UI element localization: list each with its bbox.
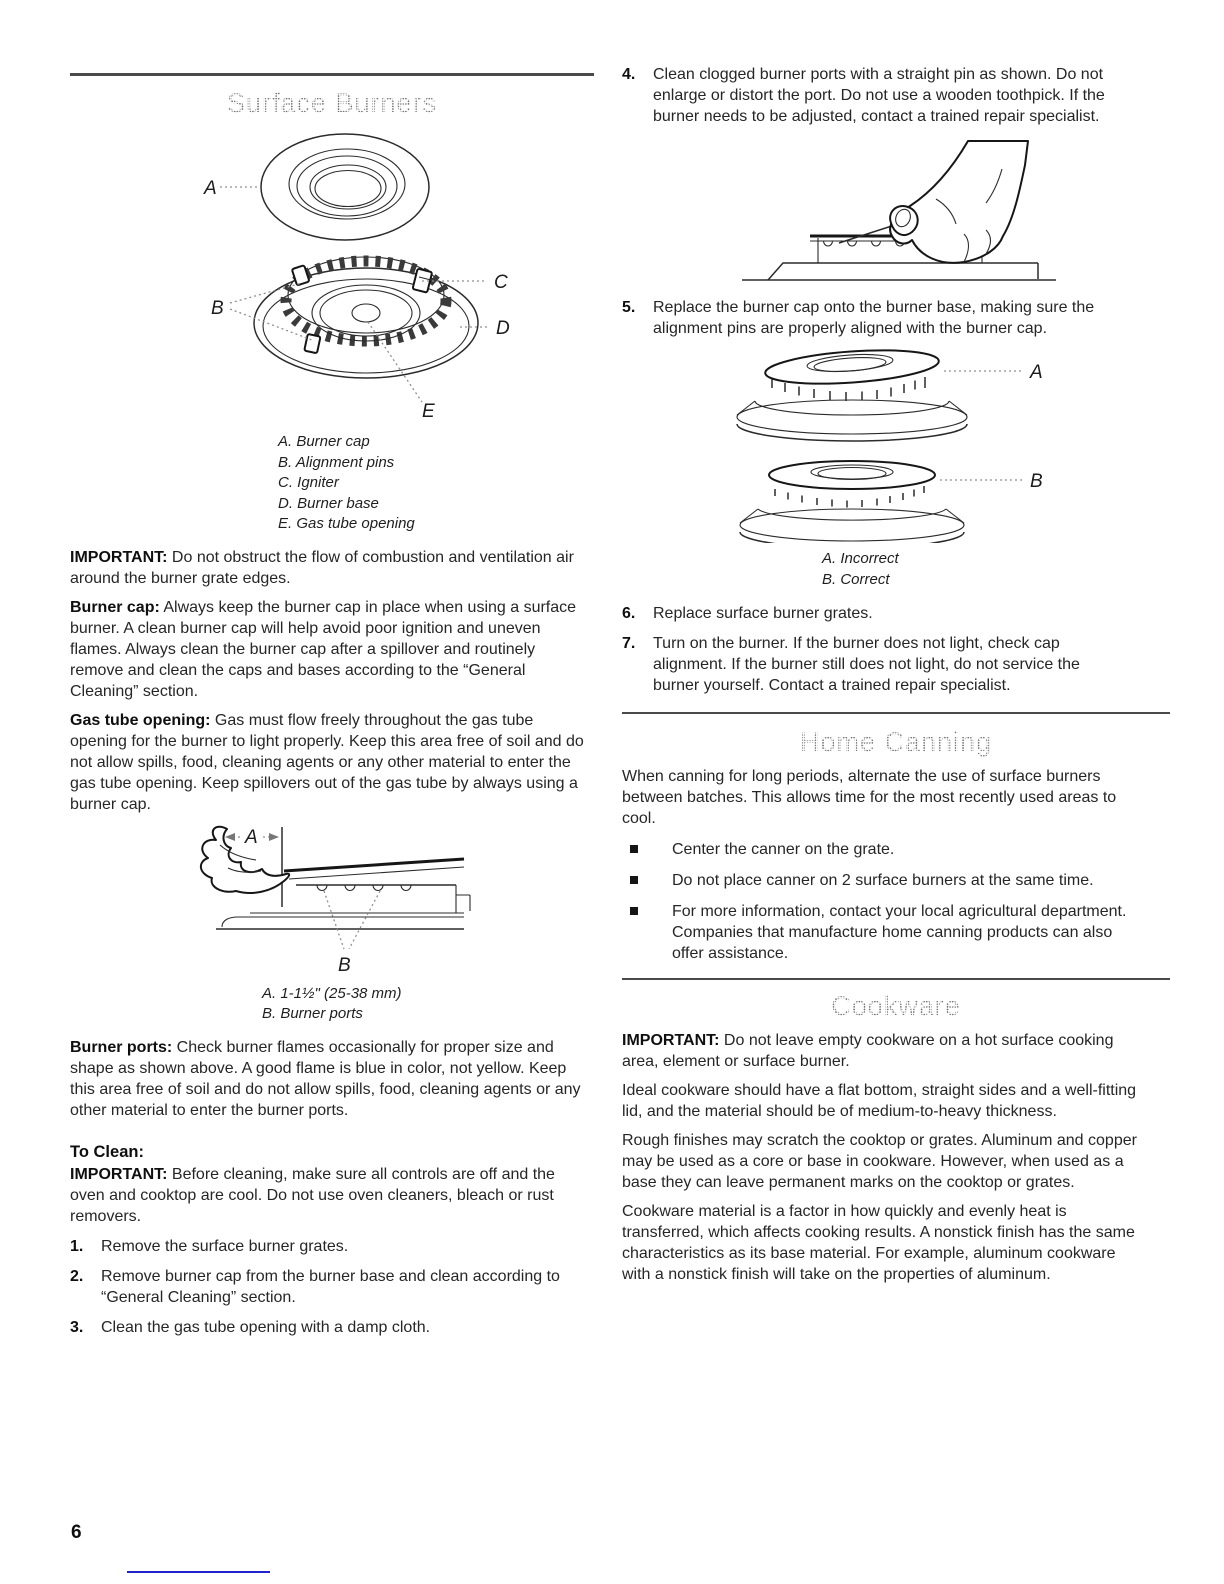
important-lead: IMPORTANT: [70, 548, 168, 566]
step-6 [622, 603, 1170, 624]
bullet-text: For more information, contact your local agricultural department. Companies that manufacture home canning products can also offer assistance. [672, 903, 1127, 962]
diagram-label-b: B [211, 298, 224, 319]
burner-cap-lead: Burner cap: [70, 598, 160, 616]
square-bullet-icon [630, 845, 638, 853]
step-number: 4. [622, 66, 636, 83]
important-text: Do not obstruct the flow of combustion and ventilation air around the burner grate edges. [70, 548, 574, 587]
caption-line: A. Burner cap [278, 433, 370, 450]
caption-line: B. Alignment pins [278, 453, 395, 471]
to-clean-steps [70, 1236, 594, 1338]
step-text: Remove the surface burner grates. [101, 1237, 349, 1255]
bullet-item [622, 901, 1170, 964]
burner-cap-text: Always keep the burner cap in place when using a surface burner. A clean burner cap will help avoid poor ignition and uneven flames. Always clean the burner cap after a spillover and routinely remove and clean the caps and bases according to the “General Cleaning” section. [70, 598, 577, 700]
square-bullet-icon [630, 876, 638, 884]
cookware-important-text: Do not leave empty cookware on a hot surface cooking area, element or surface burner. [622, 1032, 1114, 1070]
bullet-item [622, 870, 1170, 891]
step-text: Clean the gas tube opening with a damp cloth. [101, 1318, 431, 1336]
bullet-item [622, 839, 1170, 860]
page-number: 6 [71, 1522, 82, 1543]
step-text: Turn on the burner. If the burner does not light, check cap alignment. If the burner still does not light, do not service the burner yourself. Contact a trained repair specialist. [653, 635, 1080, 694]
cookware-paragraph: Rough finishes may scratch the cooktop or grates. Aluminum and copper may be used as a core or base in cookware. However, when used as a base they can leave permanent marks on the cooktop or grates. [622, 1132, 1137, 1191]
caption-line: A. 1-1½" (25-38 mm) [262, 984, 402, 1002]
important-paragraph [70, 547, 588, 589]
step-number: 7. [622, 635, 636, 652]
burner-ports-lead: Burner ports: [70, 1038, 173, 1056]
step-number: 3. [70, 1318, 84, 1336]
alignment-diagram-caption [622, 549, 1170, 590]
left-column [70, 0, 594, 1338]
cap-alignment-diagram [622, 343, 1168, 543]
right-column [622, 0, 1170, 1285]
cookware-important-paragraph [622, 1030, 1142, 1072]
burner-ports-text: Check burner flames occasionally for proper size and shape as shown above. A good flame is blue in color, not yellow. Keep this area free of soil and do not allow spills, food, cleaning agents or any other material to enter the burner ports. [70, 1038, 581, 1119]
caption-line: C. Igniter [278, 474, 339, 491]
step-text: Remove burner cap from the burner base and clean according to “General Cleaning” section. [101, 1267, 560, 1306]
bullet-text: Do not place canner on 2 surface burners at the same time. [672, 872, 1094, 889]
square-bullet-icon [630, 907, 638, 915]
step-2 [70, 1266, 594, 1308]
cookware-important-lead: IMPORTANT: [622, 1032, 720, 1049]
diagram-label-a: A [204, 178, 217, 199]
diagram-label-incorrect: A [1030, 362, 1043, 383]
footer-accent-line [127, 1571, 270, 1573]
caption-line: E. Gas tube opening [278, 515, 415, 532]
diagram-label-flame-b: B [338, 954, 351, 976]
diagram-label-c: C [494, 272, 508, 293]
burner-exploded-diagram [70, 125, 594, 423]
caption-line: B. Correct [822, 570, 890, 588]
section-title-cookware: Cookware [622, 990, 1170, 1022]
bullet-text: Center the canner on the grate. [672, 841, 895, 858]
step-number: 1. [70, 1237, 84, 1255]
step-number: 5. [622, 299, 636, 316]
caption-line: B. Burner ports [262, 1005, 363, 1022]
to-clean-heading: To Clean: [70, 1142, 144, 1161]
step-1 [70, 1236, 594, 1257]
diagram-label-d: D [496, 318, 510, 339]
diagram-label-correct: B [1030, 471, 1043, 492]
caption-line: A. Incorrect [822, 550, 899, 567]
section-rule-home-canning [622, 712, 1170, 714]
exploded-diagram-caption [70, 432, 594, 535]
cookware-paragraph: Ideal cookware should have a flat bottom, straight sides and a well-fitting lid, and the material should be of medium-to-heavy thickness. [622, 1082, 1137, 1120]
canning-bullets [622, 839, 1170, 964]
section-title-home-canning: Home Canning [622, 726, 1170, 758]
to-clean-important-paragraph [70, 1164, 588, 1227]
to-clean-important-lead: IMPORTANT: [70, 1165, 168, 1183]
step-7 [622, 633, 1170, 696]
diagram-label-e: E [422, 401, 435, 422]
step-number: 2. [70, 1267, 84, 1285]
flame-diagram-caption [70, 984, 594, 1025]
gas-tube-lead: Gas tube opening: [70, 711, 211, 729]
step-text: Replace the burner cap onto the burner base, making sure the alignment pins are properly aligned with the burner cap. [653, 299, 1095, 337]
caption-line: D. Burner base [278, 494, 379, 512]
burner-cap-paragraph [70, 597, 588, 702]
section-rule-surface-burners [70, 73, 594, 76]
diagram-label-flame-a: A [245, 826, 258, 848]
burner-flame-diagram [70, 821, 594, 979]
step-text: Replace surface burner grates. [653, 605, 873, 622]
pin-cleaning-illustration [740, 139, 1060, 285]
gas-tube-paragraph [70, 710, 588, 815]
canning-intro-paragraph: When canning for long periods, alternate the use of surface burners between batches. This allows time for the most recently used areas to cool. [622, 768, 1117, 827]
gas-tube-text: Gas must flow freely throughout the gas tube opening for the burner to light properly. Keep this area free of soil and do not allow spills, food, cleaning agents or any other material to enter the gas tube opening. Keep spillovers out of the gas tube by always using a burner cap. [70, 711, 584, 813]
step-3 [70, 1317, 594, 1338]
to-clean-important-text: Before cleaning, make sure all controls are off and the oven and cooktop are cool. Do not use oven cleaners, bleach or rust removers. [70, 1165, 555, 1225]
step-5 [622, 297, 1170, 339]
section-title-surface-burners: Surface Burners [70, 87, 594, 119]
section-rule-cookware [622, 978, 1170, 980]
burner-ports-paragraph [70, 1037, 588, 1121]
incorrect-burner-drawing [737, 345, 1043, 441]
step-4 [622, 64, 1170, 127]
step-text: Clean clogged burner ports with a straight pin as shown. Do not enlarge or distort the port. Do not use a wooden toothpick. If the burner needs to be adjusted, contact a trained repair specialist. [653, 66, 1105, 125]
correct-burner-drawing [740, 461, 1043, 543]
cookware-paragraph: Cookware material is a factor in how quickly and evenly heat is transferred, which affects cooking results. A nonstick finish has the same characteristics as its base material. For example, aluminum cookware with a nonstick finish will take on the properties of aluminum. [622, 1203, 1135, 1283]
step-number: 6. [622, 605, 636, 622]
